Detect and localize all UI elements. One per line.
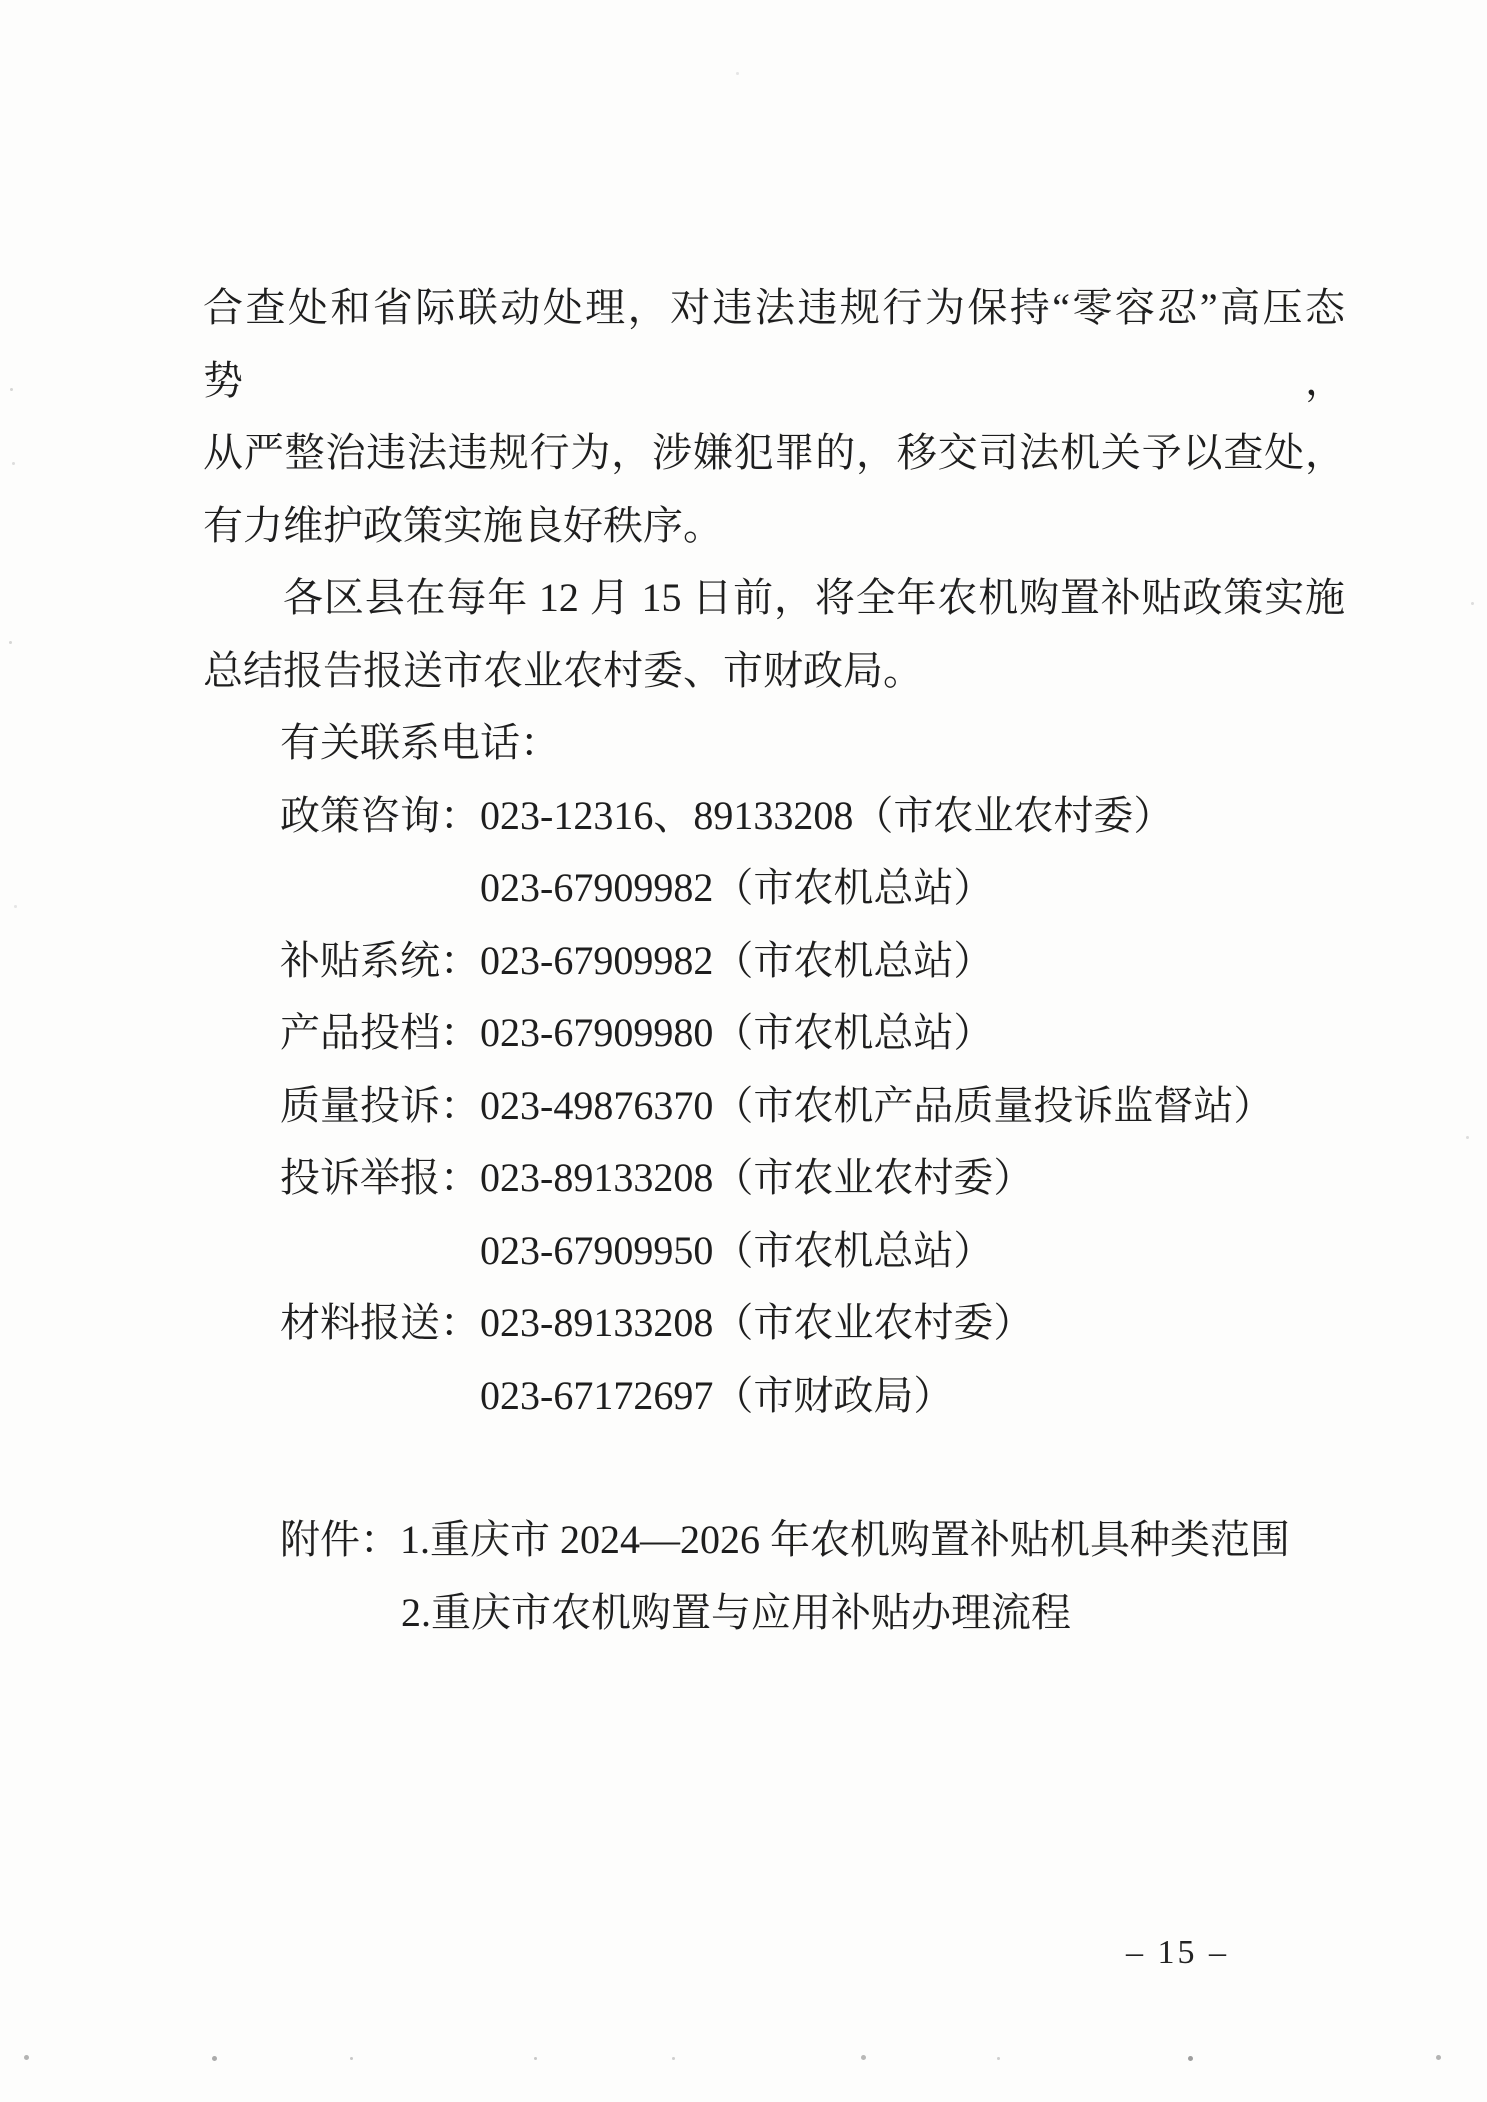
attachment-item: 1.重庆市 2024—2026 年农机购置补贴机具种类范围 bbox=[400, 1517, 1290, 1562]
contact-row bbox=[203, 1070, 1383, 1143]
contact-value: 023-67909950（市农机总站） bbox=[480, 1227, 994, 1273]
contact-value: 023-67909980（市农机总站） bbox=[480, 1010, 994, 1055]
paragraph-line: 有力维护政策实施良好秩序。 bbox=[203, 502, 723, 548]
contact-value: 023-89133208（市农业农村委） bbox=[480, 1155, 1034, 1200]
paragraph-line: 各区县在每年 12 月 15 日前，将全年农机购置补贴政策实施 bbox=[283, 575, 1345, 620]
contact-label: 材料报送： bbox=[280, 1300, 480, 1345]
contacts-heading: 有关联系电话： bbox=[280, 720, 560, 765]
contact-row bbox=[203, 925, 1383, 998]
contact-row bbox=[203, 1287, 1383, 1360]
scan-noise bbox=[0, 0, 3, 3]
paragraph-line: 合查处和省际联动处理，对违法违规行为保持“零容忍”高压态势， bbox=[203, 285, 1345, 403]
contact-row bbox=[203, 997, 1383, 1070]
attachments-label: 附件： bbox=[280, 1517, 400, 1562]
contact-value: 023-67172697（市财政局） bbox=[480, 1372, 954, 1418]
contact-label: 质量投诉： bbox=[280, 1082, 480, 1128]
body-text bbox=[203, 272, 1345, 707]
attachments-section bbox=[203, 1504, 1383, 1649]
contact-value: 023-12316、89133208（市农业农村委） bbox=[480, 792, 1174, 838]
contact-row bbox=[203, 1142, 1383, 1215]
attachment-row bbox=[203, 1504, 1383, 1577]
paragraph-line: 总结报告报送市农业农村委、市财政局。 bbox=[203, 647, 923, 693]
paragraph-line: 从严整治违法违规行为，涉嫌犯罪的，移交司法机关予以查处， bbox=[203, 430, 1345, 475]
contact-value: 023-67909982（市农机总站） bbox=[480, 865, 994, 910]
attachment-item: 2.重庆市农机购置与应用补贴办理流程 bbox=[401, 1589, 1071, 1635]
contact-phone-section bbox=[203, 707, 1383, 1432]
attachment-row bbox=[203, 1577, 1383, 1650]
page-number: – 15 – bbox=[1126, 1934, 1229, 1971]
contact-label: 政策咨询： bbox=[280, 792, 480, 838]
contact-value: 023-49876370（市农机产品质量投诉监督站） bbox=[480, 1082, 1274, 1128]
contact-label: 投诉举报： bbox=[280, 1155, 480, 1200]
contact-value: 023-67909982（市农机总站） bbox=[480, 937, 994, 983]
contact-row bbox=[203, 1360, 1383, 1433]
contact-label: 产品投档： bbox=[280, 1010, 480, 1055]
contact-row bbox=[203, 780, 1383, 853]
contact-value: 023-89133208（市农业农村委） bbox=[480, 1300, 1034, 1345]
contact-label: 补贴系统： bbox=[280, 937, 480, 983]
contact-row bbox=[203, 852, 1383, 925]
contact-row bbox=[203, 1215, 1383, 1288]
